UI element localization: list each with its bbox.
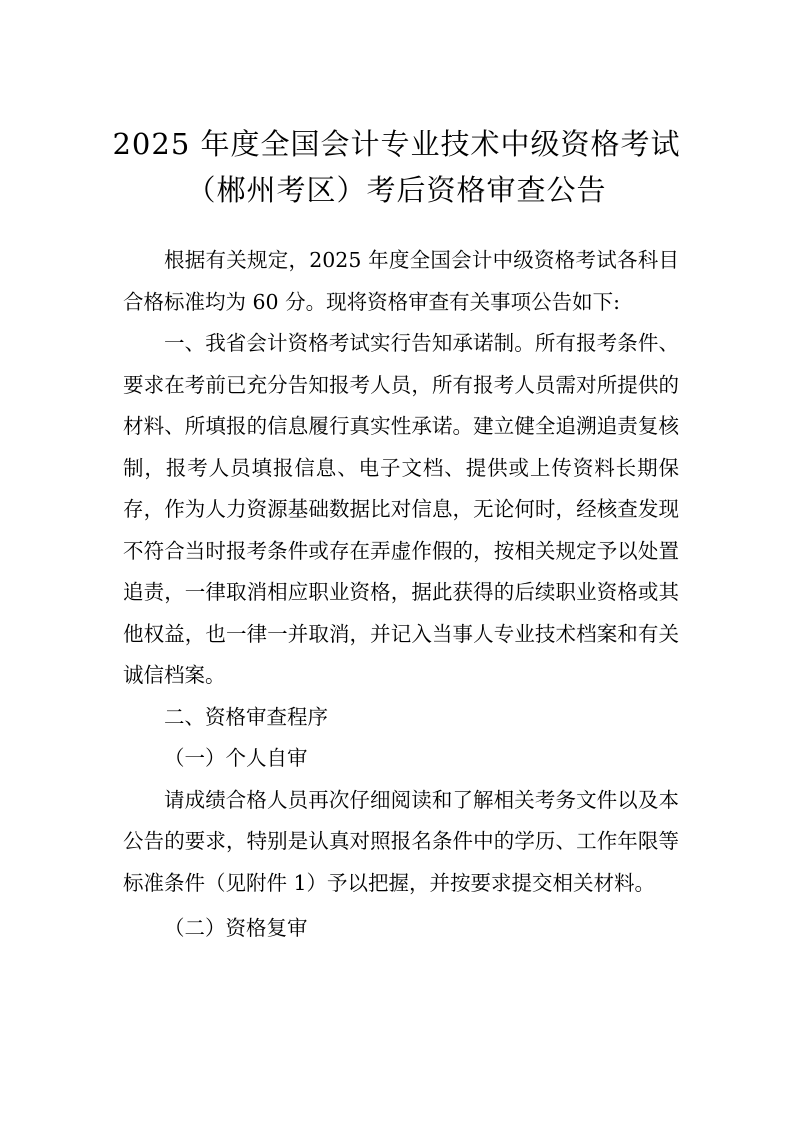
heading-subsection-2: （二）资格复审 bbox=[164, 916, 308, 940]
document-body bbox=[123, 240, 679, 950]
heading-subsection-1: （一）个人自审 bbox=[164, 746, 308, 770]
document-title-line-1: 2025 年度全国会计专业技术中级资格考试 bbox=[112, 127, 681, 161]
document-title-line-2: （郴州考区）考后资格审查公告 bbox=[186, 173, 607, 207]
paragraph-self-review: 请成绩合格人员再次仔细阅读和了解相关考务文件以及本公告的要求，特别是认真对照报名条件中的学历、工作年限等标准条件（见附件 1）予以把握，并按要求提交相关材料。 bbox=[123, 787, 679, 895]
paragraph-section-1: 一、我省会计资格考试实行告知承诺制。所有报考条件、要求在考前已充分告知报考人员，所有报考人员需对所提供的材料、所填报的信息履行真实性承诺。建立健全追溯追责复核制，报考人员填报信息、电子文档、提供或上传资料长期保存，作为人力资源基础数据比对信息，无论何时，经核查发现不符合当时报考条件或存在弄虚作假的，按相关规定予以处置追责，一律取消相应职业资格，据此获得的后续职业资格或其他权益，也一律一并取消，并记入当事人专业技术档案和有关诚信档案。 bbox=[123, 331, 679, 687]
heading-section-2: 二、资格审查程序 bbox=[164, 704, 328, 729]
paragraph-intro: 根据有关规定，2025 年度全国会计中级资格考试各科目合格标准均为 60 分。现将资格审查有关事项公告如下: bbox=[123, 248, 679, 314]
